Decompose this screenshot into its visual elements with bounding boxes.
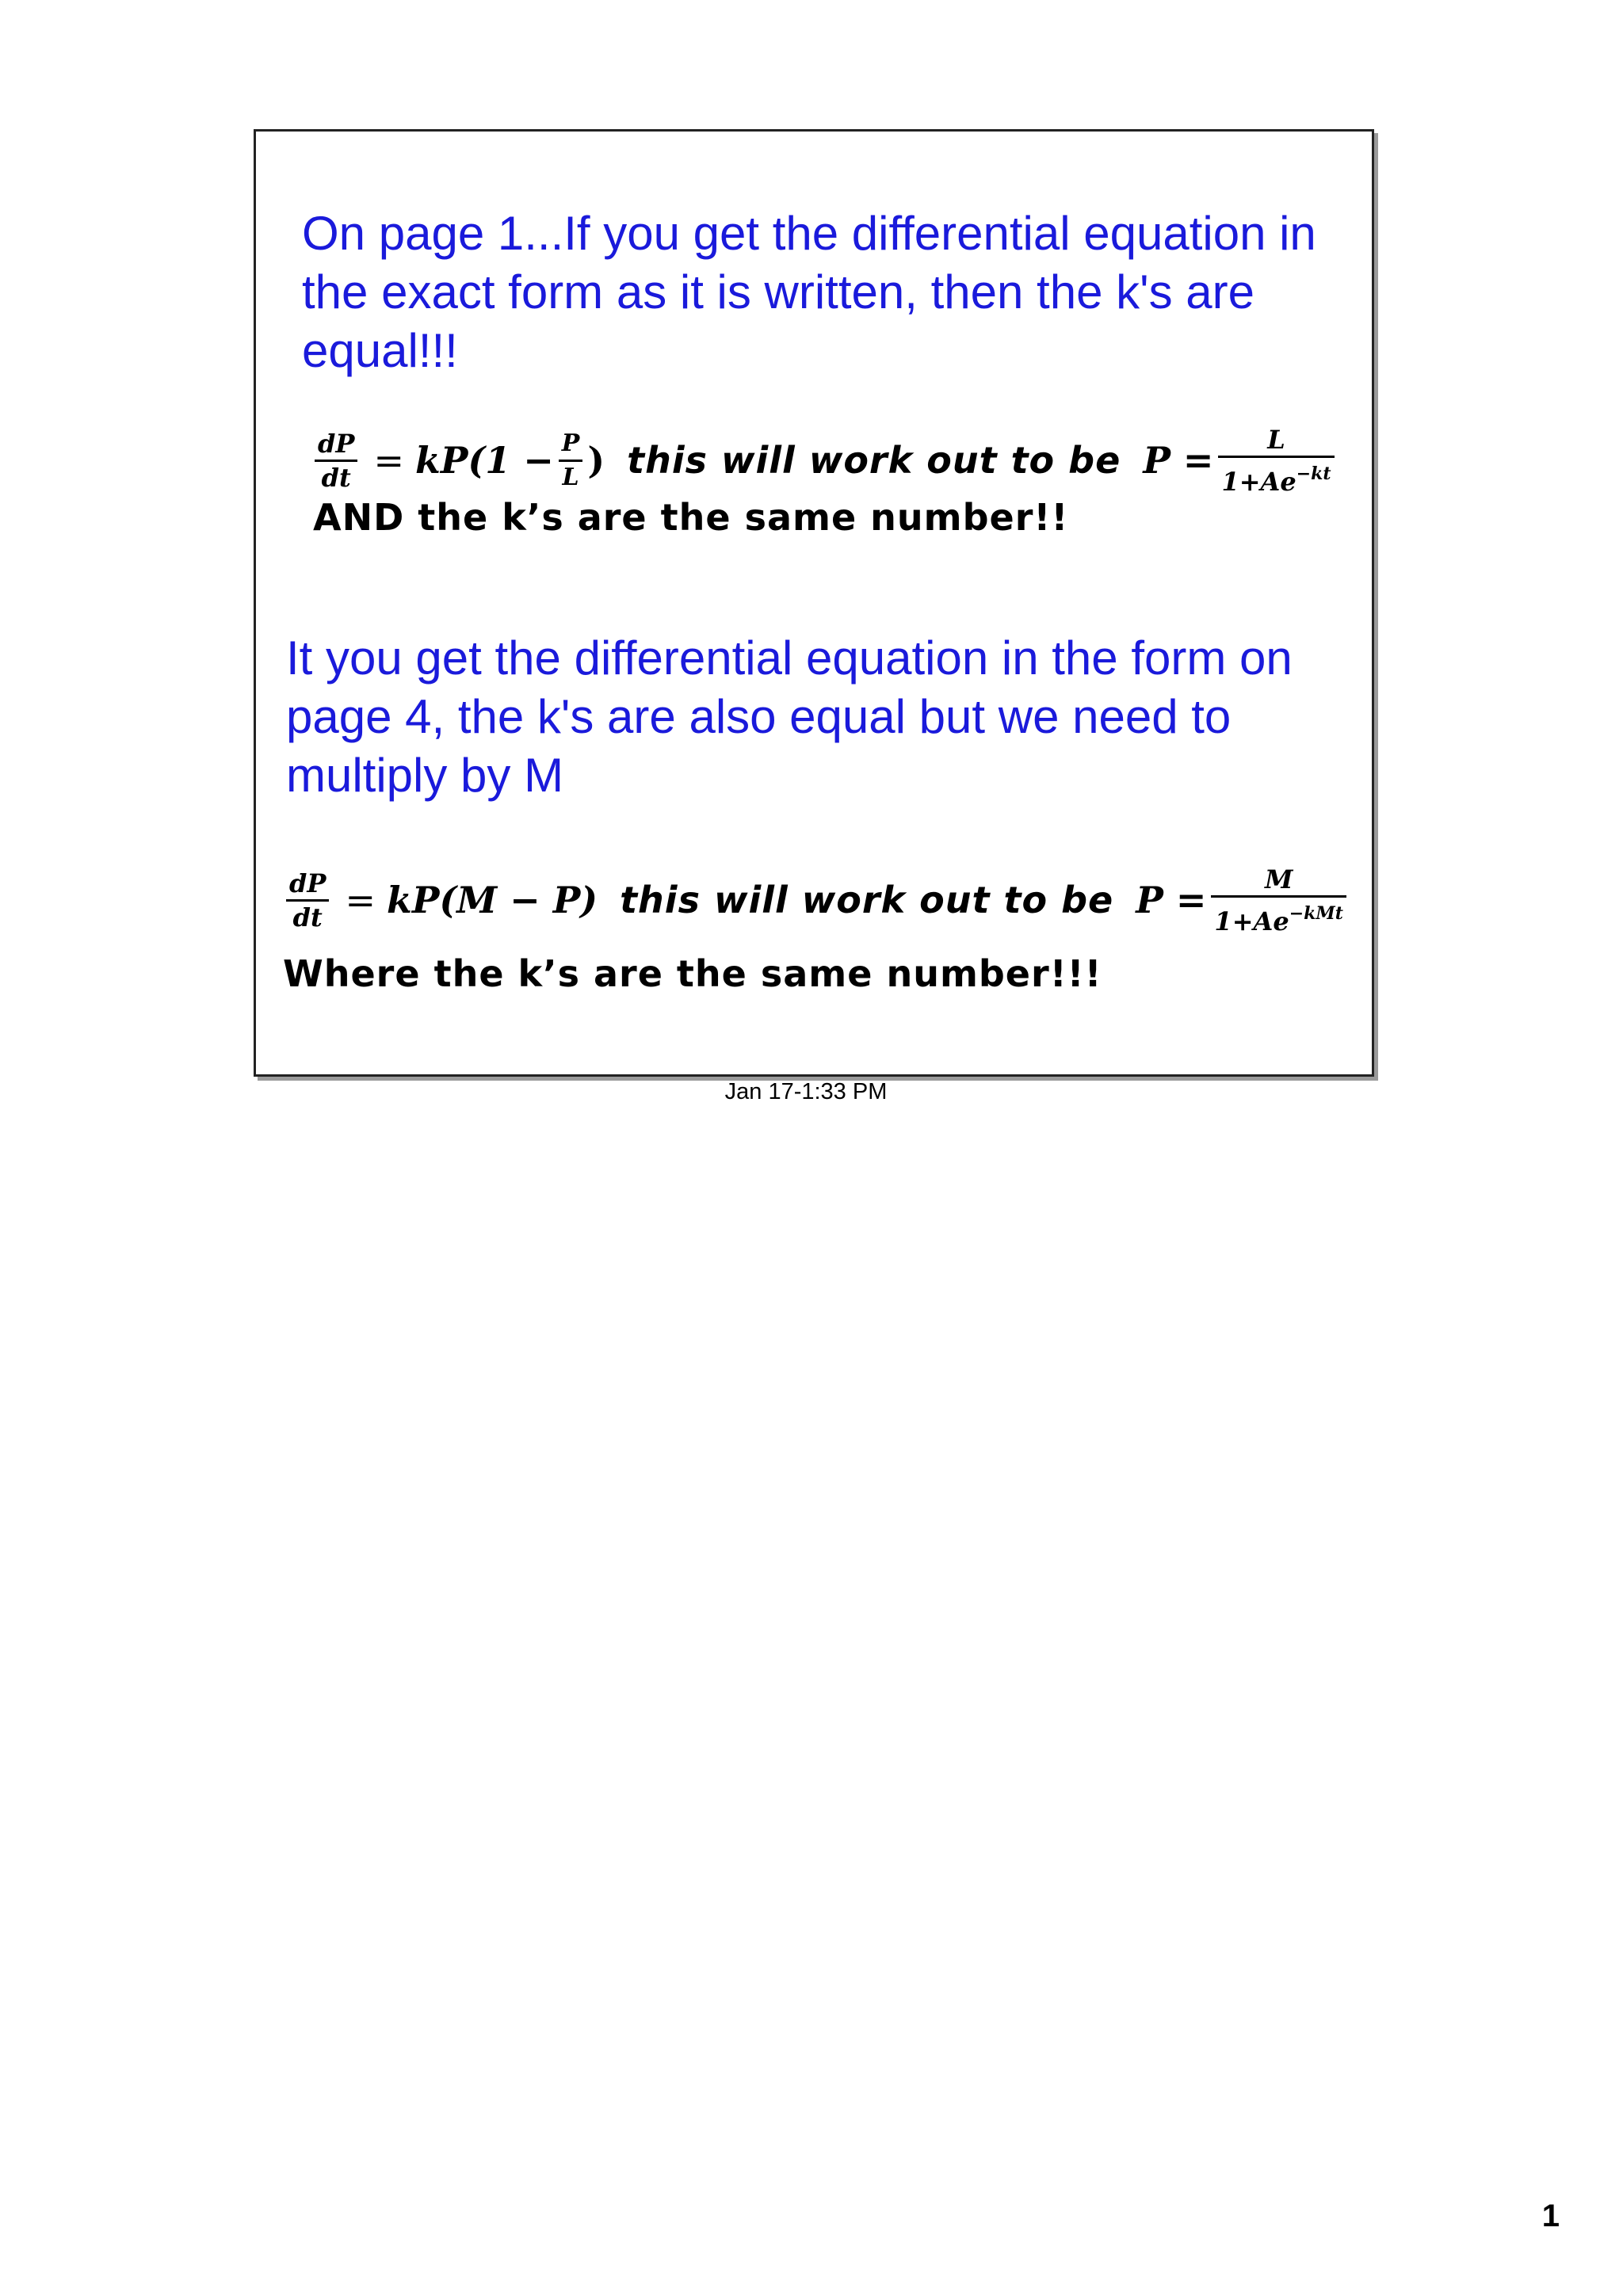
equals-sign: = — [373, 439, 404, 482]
frac-denominator — [1211, 898, 1346, 937]
result-lhs: P = — [1143, 439, 1214, 482]
connector-text: this will work out to be — [627, 439, 1121, 482]
frac-numerator: M — [1264, 864, 1293, 894]
connector-text: this will work out to be — [620, 879, 1114, 921]
derivative-fraction — [315, 428, 357, 494]
equals-sign: = — [345, 879, 376, 921]
page-number: 1 — [1541, 2199, 1560, 2233]
exponent: −kMt — [1289, 902, 1343, 924]
rhs-expression: kP(M − P) — [386, 879, 598, 921]
rhs-prefix: kP(1 − — [414, 439, 554, 482]
slide-frame — [254, 129, 1374, 1077]
derivative-fraction — [286, 868, 329, 933]
frac-denominator: dt — [292, 902, 323, 933]
frac-numerator: dP — [318, 428, 355, 459]
frac-denominator — [1218, 458, 1334, 498]
frac-numerator: dP — [289, 868, 327, 898]
note-same-k-2: Where the k’s are the same number!!! — [283, 952, 1102, 995]
rhs-suffix: ) — [587, 439, 605, 482]
exponent: −kt — [1296, 463, 1331, 484]
frac-denominator: L — [562, 463, 579, 491]
result-fraction — [1211, 864, 1346, 937]
frac-numerator: L — [1267, 424, 1285, 455]
frac-numerator: P — [561, 429, 580, 457]
equation-logistic-m — [281, 849, 1351, 952]
result-lhs: P = — [1136, 879, 1207, 921]
denominator-base: 1+Ae — [1214, 906, 1289, 936]
paragraph-page-1: On page 1...If you get the differential equation in the exact form as it is written, then the k's are equal!!! — [302, 207, 1316, 377]
slide-timestamp: Jan 17-1:33 PM — [724, 1079, 888, 1104]
denominator-base: 1+Ae — [1221, 466, 1296, 497]
note-same-k-1: AND the k’s are the same number!! — [313, 496, 1069, 539]
paragraph-page-4: It you get the differential equation in the form on page 4, the k's are also equal but we need to multiply by M — [286, 631, 1293, 802]
frac-denominator: dt — [321, 462, 351, 493]
p-over-l-fraction — [559, 428, 583, 494]
result-fraction — [1218, 424, 1334, 498]
